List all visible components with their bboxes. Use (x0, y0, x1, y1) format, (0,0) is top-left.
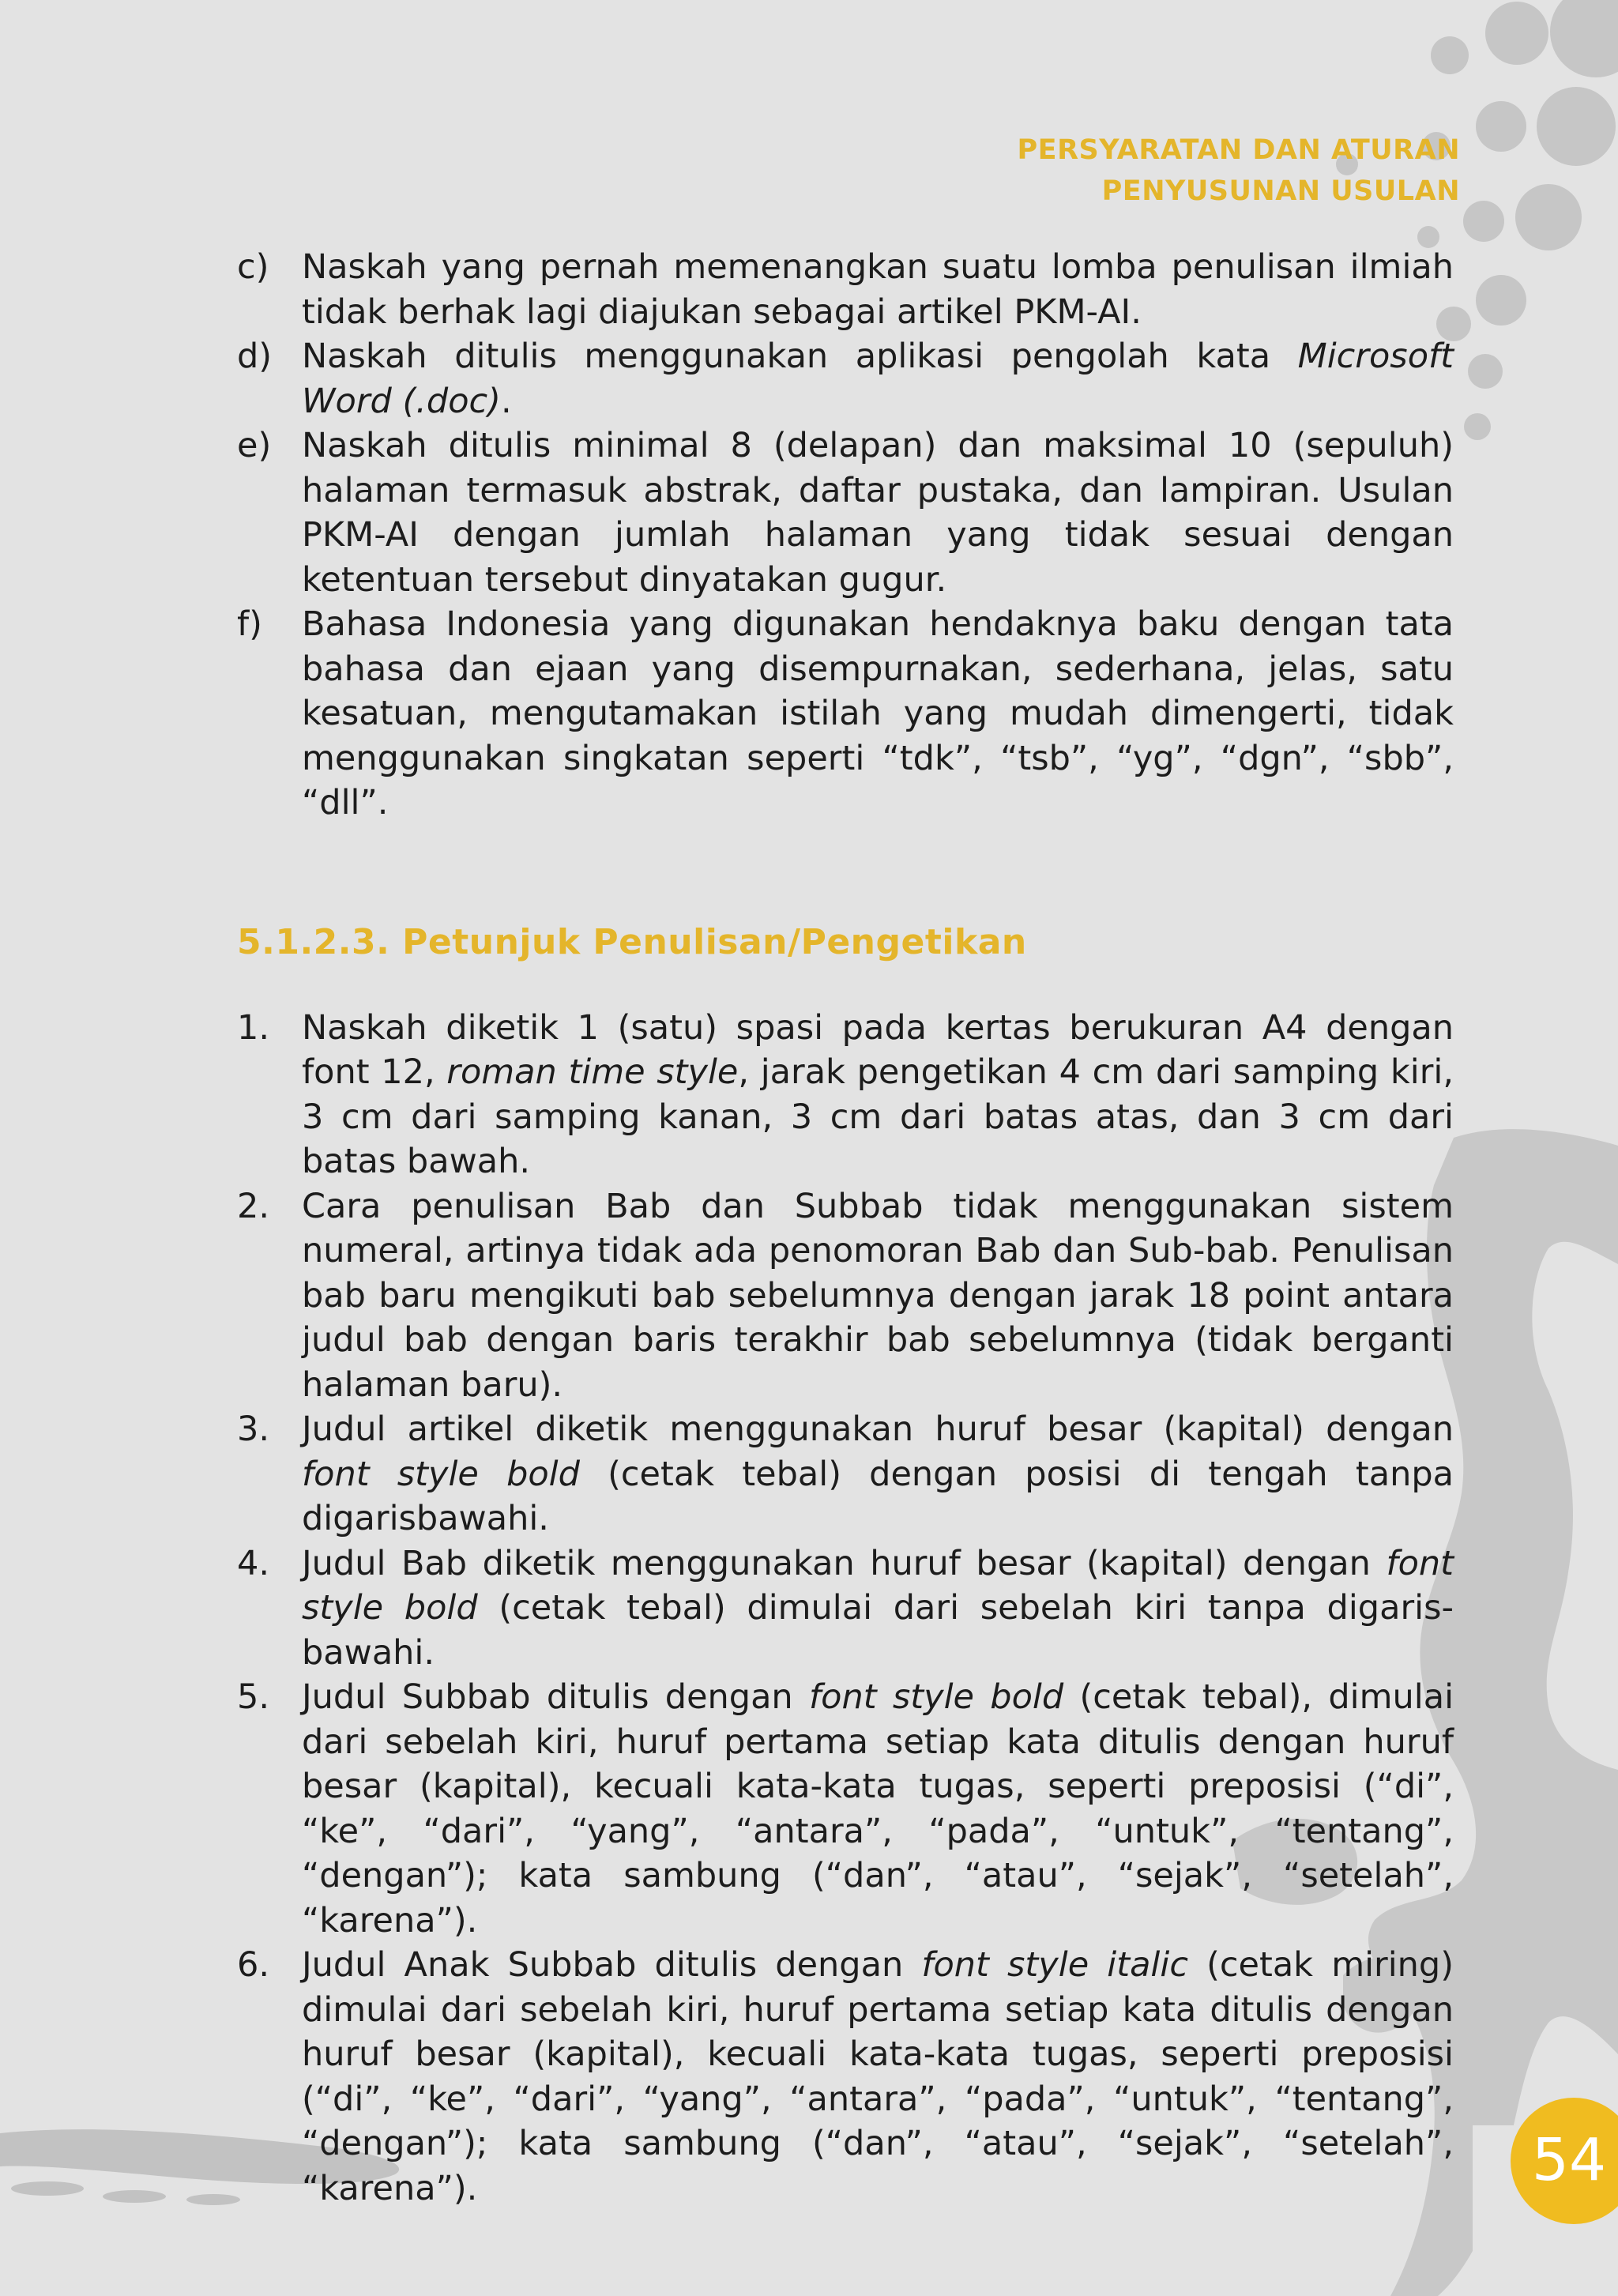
page-number: 54 (1531, 2126, 1607, 2194)
section-title: 5.1.2.3. Petunjuk Penulisan/Pengetikan (237, 921, 1027, 962)
list-item-text: Naskah ditulis menggunakan aplikasi pengolah kata (302, 337, 1298, 376)
list-item-text: Judul Subbab ditulis dengan (302, 1677, 809, 1717)
list-item-text: Judul Anak Subbab ditulis dengan (302, 1945, 922, 1985)
list-item-text: (cetak tebal) dengan posisi di tengah tanpa digarisbawahi. (302, 1454, 1454, 1538)
italic-term: font style italic (921, 1945, 1188, 1985)
list-item-text: Naskah diketik 1 (satu) spasi pada kertas berukuran A4 dengan font 12, (302, 1007, 1454, 1092)
list-item-text: Bahasa Indonesia yang digunakan hendaknya baku dengan tata bahasa dan ejaan yang disempurnakan, sederhana, jelas, satu kesatuan, mengutamakan istilah yang mudah dimengerti, tidak menggunakan singkatan seperti “tdk”, “tsb”, “yg”, “dgn”, “sbb”, “dll”. (302, 604, 1454, 822)
list-item-text: (cetak tebal), dimulai dari sebelah kiri, huruf pertama setiap kata ditulis dengan huruf besar (kapital), kecuali kata-kata tugas, seperti preposisi (“di”, “ke”, “dari”, “yang”, “antara”, “pada”, “untuk”, “tentang”, “dengan”); kata sambung (“dan”, “atau”, “sejak”, “setelah”, “karena”). (302, 1677, 1454, 1940)
page-header (1018, 130, 1460, 212)
list-item (237, 1006, 1454, 1184)
list-marker: 3. (237, 1410, 270, 1449)
page-content (237, 245, 1454, 2211)
requirements-list (237, 245, 1454, 826)
italic-term: roman time style (446, 1052, 739, 1092)
list-item-text: (cetak miring) dimulai dari sebelah kiri, huruf pertama setiap kata ditulis dengan huruf besar (kapital), kecuali kata-kata tugas, seperti preposisi (“di”, “ke”, “dari”, “yang”, “antara”, “pada”, “untuk”, “tentang”, “dengan”); kata sambung (“dan”, “atau”, “sejak”, “setelah”, “karena”). (302, 1945, 1454, 2208)
list-marker: e) (237, 426, 272, 465)
list-item-text: Naskah ditulis minimal 8 (delapan) dan maksimal 10 (sepuluh) halaman termasuk abstrak, daftar pustaka, dan lampiran. Usulan PKM-AI dengan jumlah halaman yang tidak sesuai dengan ketentuan tersebut dinyatakan gugur. (302, 426, 1454, 600)
list-marker: 1. (237, 1007, 270, 1048)
list-item (237, 423, 1454, 602)
list-item-text: , jarak pengetikan 4 cm dari samping kiri, 3 cm dari samping kanan, 3 cm dari batas atas, dan 3 cm dari batas bawah. (302, 1052, 1454, 1181)
list-item (237, 1541, 1454, 1676)
list-item-text: Judul Bab diketik menggunakan huruf besar (kapital) dengan (302, 1543, 1387, 1583)
list-marker: 2. (237, 1186, 270, 1226)
list-item-text: (cetak tebal) dimulai dari sebelah kiri tanpa digaris-bawahi. (302, 1588, 1454, 1673)
header-line-2: PENYUSUNAN USULAN (1101, 175, 1460, 207)
italic-term: font style bold (302, 1454, 580, 1494)
list-item (237, 334, 1454, 423)
list-item (237, 1407, 1454, 1541)
header-line-1: PERSYARATAN DAN ATURAN (1017, 134, 1460, 166)
italic-term: font style bold (809, 1677, 1064, 1717)
list-item (237, 1675, 1454, 1943)
list-marker: 6. (237, 1945, 270, 1985)
list-marker: 4. (237, 1543, 270, 1583)
list-item-text: Naskah yang pernah memenangkan suatu lomba penulisan ilmiah tidak berhak lagi diajukan sebagai artikel PKM-AI. (302, 247, 1454, 332)
list-marker: d) (237, 337, 273, 376)
list-marker: c) (237, 247, 269, 287)
italic-term: Microsoft Word (.doc) (302, 337, 1454, 421)
list-marker: 5. (237, 1677, 270, 1717)
list-item-text: Cara penulisan Bab dan Subbab tidak menggunakan sistem numeral, artinya tidak ada penomoran Bab dan Sub-bab. Penulisan bab baru mengikuti bab sebelumnya dengan jarak 18 point antara judul bab dengan baris terakhir bab sebelumnya (tidak berganti halaman baru). (302, 1186, 1454, 1405)
writing-guidelines-list (237, 1006, 1454, 2211)
list-item (237, 245, 1454, 334)
list-item-text: . (500, 381, 512, 421)
list-item (237, 1184, 1454, 1408)
list-item (237, 602, 1454, 826)
list-marker: f) (237, 604, 262, 644)
list-item (237, 1943, 1454, 2211)
italic-term: font style bold (302, 1543, 1454, 1628)
list-item-text: Judul artikel diketik menggunakan huruf besar (kapital) dengan (302, 1410, 1454, 1449)
